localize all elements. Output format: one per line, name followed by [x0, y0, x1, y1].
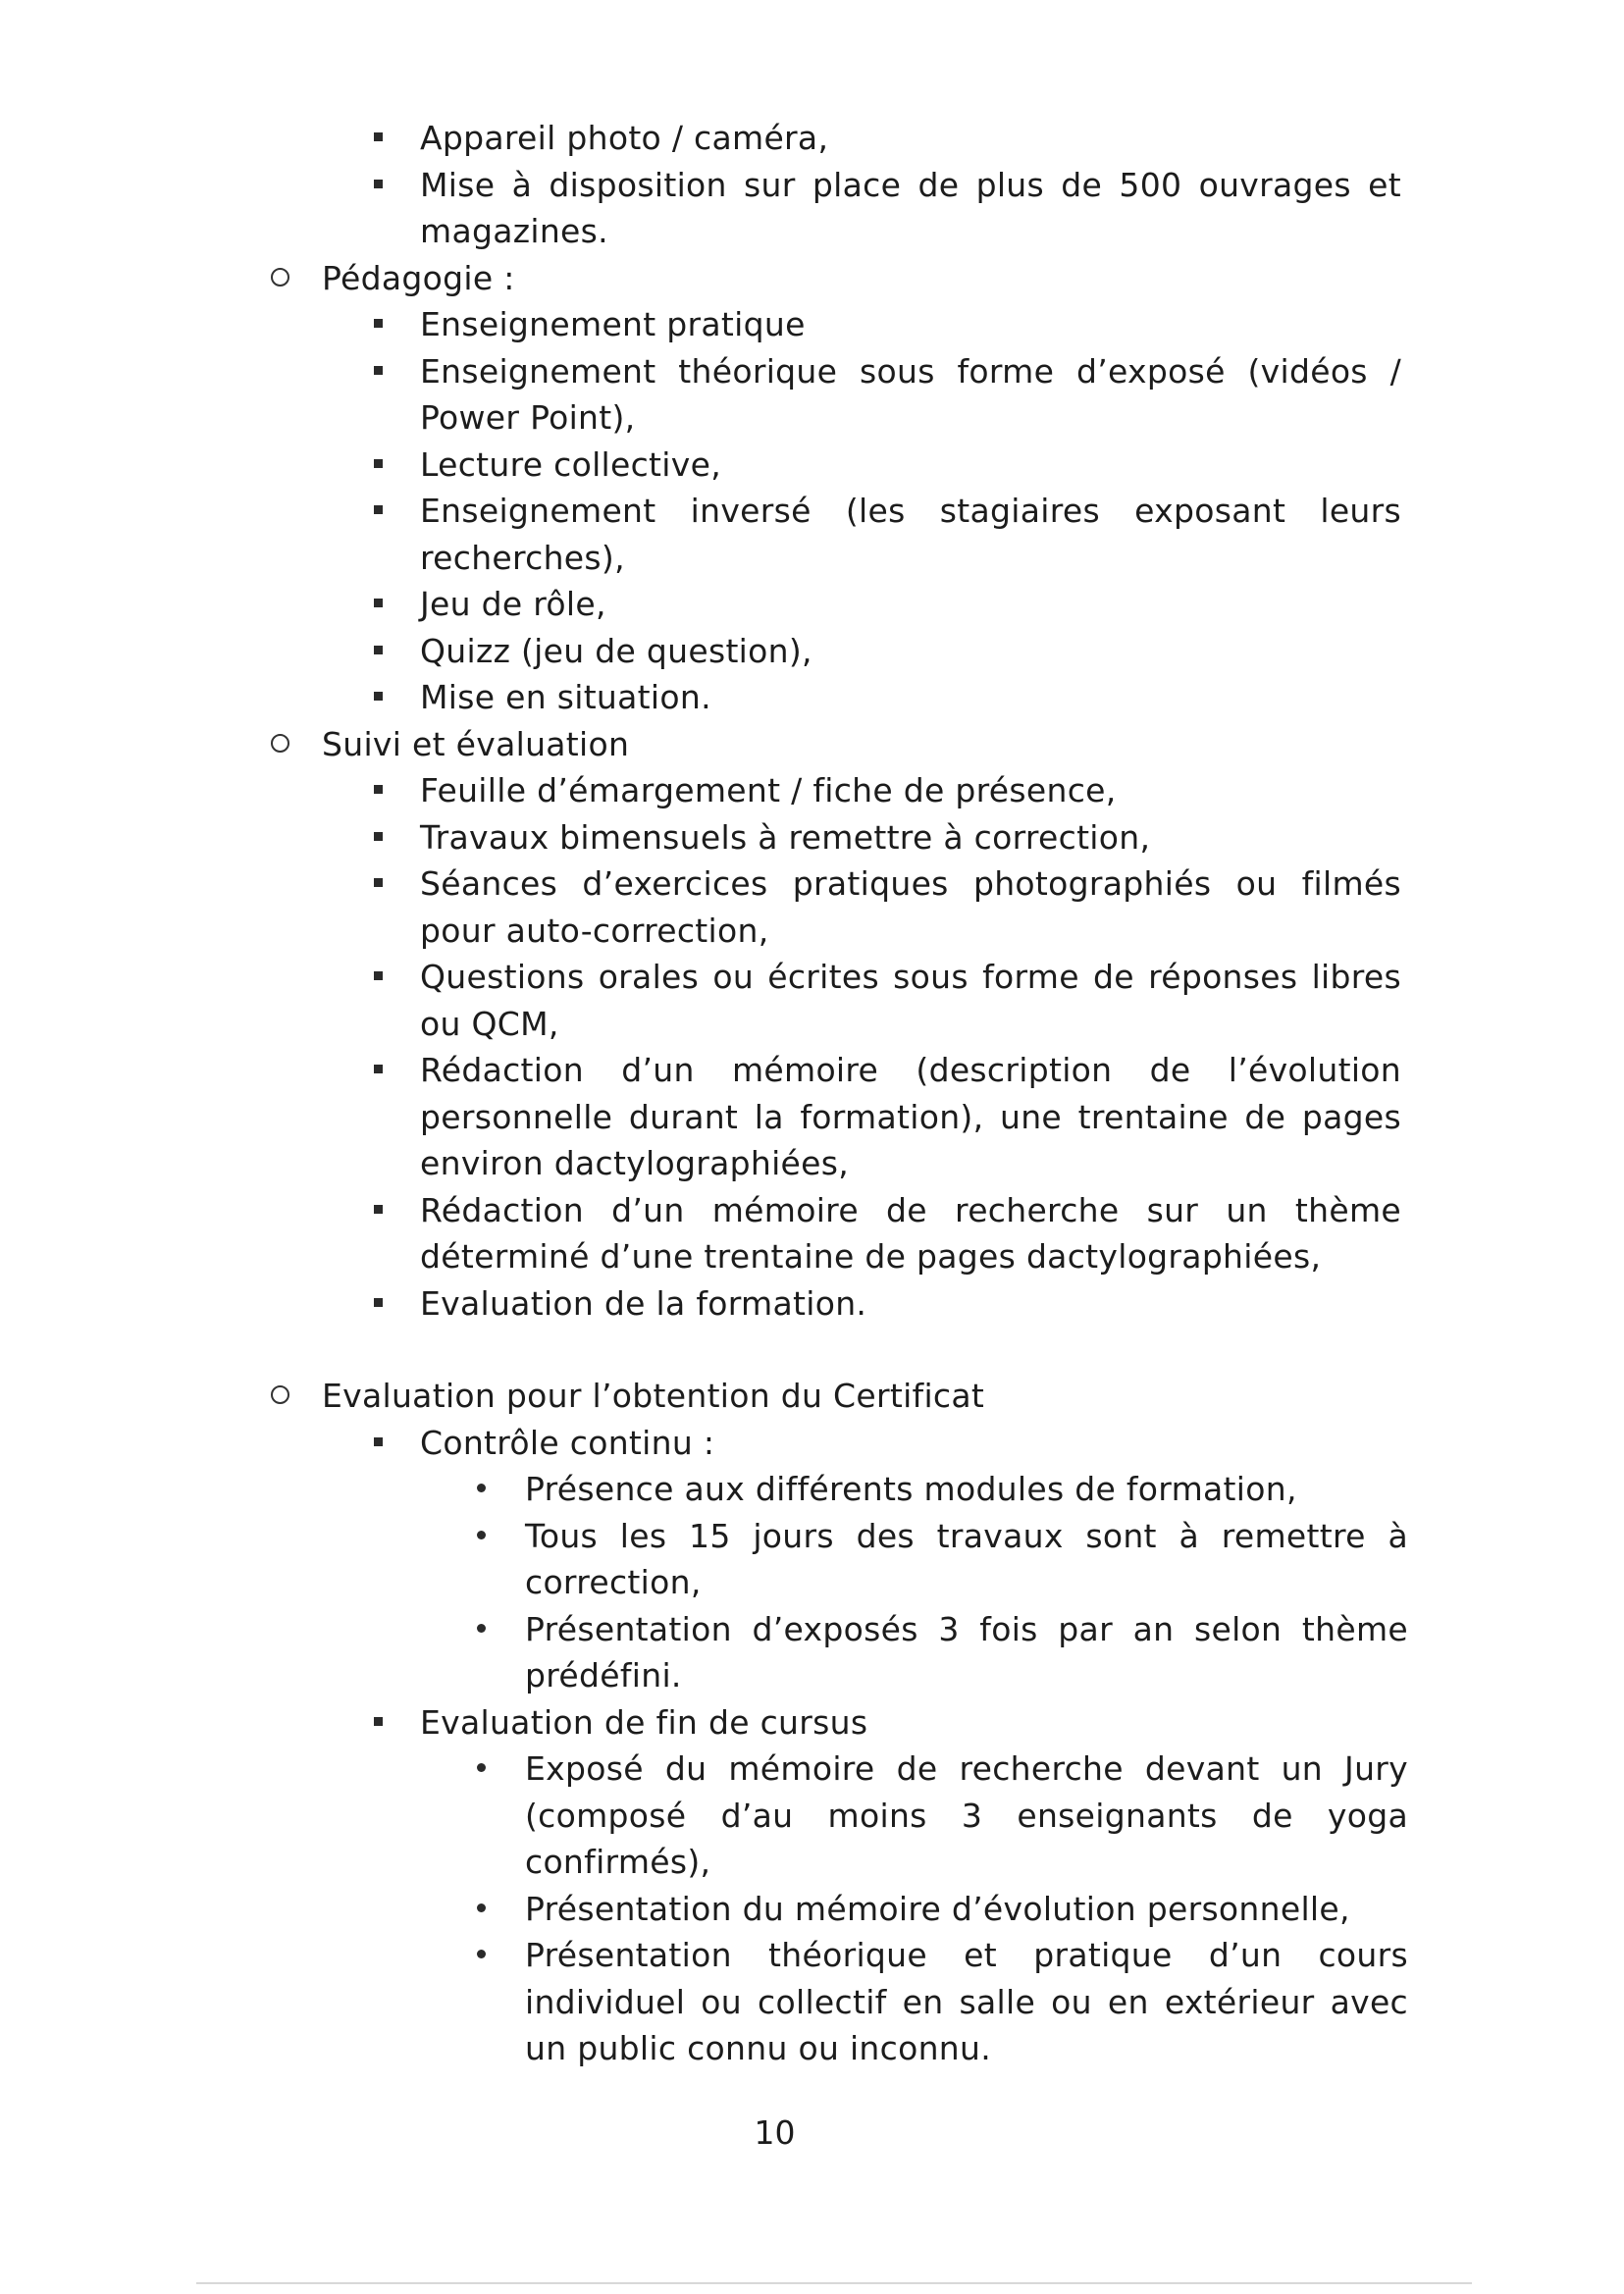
- circle-bullet-icon: [271, 268, 289, 287]
- item-text: Séances d’exercices pratiques photographiés ou filmés pour auto-correction,: [420, 864, 1401, 950]
- scan-edge-line: [196, 2282, 1472, 2284]
- square-bullet-icon: [374, 1205, 383, 1214]
- bullet-marker: [358, 628, 397, 675]
- item-text: Feuille d’émargement / fiche de présence,: [420, 771, 1117, 809]
- item-text: Questions orales ou écrites sous forme de réponses libres ou QCM,: [420, 958, 1401, 1043]
- bullet-marker: [358, 115, 397, 162]
- square-bullet-icon: [374, 132, 383, 141]
- item-text: Lecture collective,: [420, 444, 721, 484]
- bullet-marker: [358, 581, 397, 628]
- item-text: Quizz (jeu de question),: [420, 631, 812, 670]
- bullet-marker: [358, 1280, 397, 1328]
- bullet-marker: [358, 1187, 397, 1234]
- square-bullet-icon: [374, 319, 383, 328]
- bullet-marker: [461, 1932, 500, 1979]
- square-bullet-icon: [374, 599, 383, 607]
- square-bullet-icon: [374, 1065, 383, 1073]
- list-item: [0, 628, 1401, 675]
- item-text: Présentation du mémoire d’évolution personnelle,: [525, 1889, 1350, 1928]
- bullet-marker: [358, 1420, 397, 1467]
- sub-list-item: [0, 1932, 1408, 2072]
- list-item: [0, 767, 1401, 814]
- list-item: [0, 1699, 1401, 1747]
- item-text: Rédaction d’un mémoire (description de l’évolution personnelle durant la formation), une trentaine de pages environ dactylographiées,: [420, 1051, 1401, 1182]
- bullet-marker: [358, 814, 397, 861]
- dot-bullet-icon: [477, 1950, 486, 1958]
- item-text: Exposé du mémoire de recherche devant un Jury (composé d’au moins 3 enseignants de yoga confirmés),: [525, 1749, 1408, 1881]
- item-text: Présentation d’exposés 3 fois par an selon thème prédéfini.: [525, 1609, 1408, 1694]
- bullet-marker: [358, 442, 397, 489]
- bullet-marker: [461, 1513, 500, 1560]
- dot-bullet-icon: [477, 1531, 486, 1539]
- bullet-marker: [358, 162, 397, 209]
- list-item: [0, 1420, 1401, 1467]
- sub-list-item: [0, 1466, 1408, 1513]
- list-item: [0, 1187, 1401, 1280]
- dot-bullet-icon: [477, 1624, 486, 1633]
- item-text: Evaluation de fin de cursus: [420, 1702, 868, 1742]
- list-item: [0, 814, 1401, 861]
- sub-list-item: [0, 1606, 1408, 1699]
- bullet-marker: [461, 1886, 500, 1933]
- square-bullet-icon: [374, 505, 383, 514]
- dot-bullet-icon: [477, 1763, 486, 1772]
- sub-list-item: [0, 1513, 1408, 1606]
- bullet-marker: [461, 1606, 500, 1653]
- square-bullet-icon: [374, 785, 383, 794]
- bullet-marker: [358, 954, 397, 1001]
- item-text: Rédaction d’un mémoire de recherche sur un thème déterminé d’une trentaine de pages dactylographiées,: [420, 1190, 1401, 1276]
- item-text: Enseignement inversé (les stagiaires exposant leurs recherches),: [420, 492, 1401, 577]
- page-number: 10: [754, 2113, 796, 2152]
- item-text: Enseignement pratique: [420, 305, 806, 343]
- square-bullet-icon: [374, 971, 383, 980]
- item-text: Pédagogie :: [322, 258, 515, 297]
- bullet-marker: [358, 674, 397, 721]
- list-item: [0, 301, 1401, 348]
- square-bullet-icon: [374, 646, 383, 654]
- bullet-marker: [358, 1047, 397, 1094]
- bullet-marker: [358, 767, 397, 814]
- square-bullet-icon: [374, 692, 383, 701]
- item-text: Mise en situation.: [420, 678, 711, 716]
- square-bullet-icon: [374, 1717, 383, 1726]
- item-text: Enseignement théorique sous forme d’exposé (vidéos / Power Point),: [420, 351, 1401, 437]
- section-item: [0, 1373, 1401, 1420]
- square-bullet-icon: [374, 180, 383, 188]
- item-text: Travaux bimensuels à remettre à correction,: [420, 817, 1151, 857]
- square-bullet-icon: [374, 459, 383, 468]
- square-bullet-icon: [374, 878, 383, 887]
- dot-bullet-icon: [477, 1484, 486, 1492]
- dot-bullet-icon: [477, 1903, 486, 1912]
- square-bullet-icon: [374, 1437, 383, 1446]
- list-item: [0, 115, 1401, 162]
- bullet-marker: [260, 1373, 299, 1420]
- bullet-marker: [461, 1746, 500, 1793]
- list-item: [0, 162, 1401, 255]
- bullet-marker: [260, 255, 299, 302]
- bullet-marker: [358, 860, 397, 908]
- item-text: Evaluation pour l’obtention du Certificat: [322, 1377, 985, 1415]
- list-item: [0, 581, 1401, 628]
- circle-bullet-icon: [271, 734, 289, 753]
- section-item: [0, 255, 1401, 302]
- bullet-marker: [358, 348, 397, 395]
- list-item: [0, 488, 1401, 581]
- bullet-marker: [260, 721, 299, 768]
- item-text: Jeu de rôle,: [420, 585, 606, 623]
- document-body: [0, 115, 1624, 2072]
- blank-line: [0, 1327, 1624, 1373]
- sub-list-item: [0, 1886, 1408, 1933]
- square-bullet-icon: [374, 366, 383, 375]
- list-item: [0, 1047, 1401, 1187]
- list-item: [0, 348, 1401, 442]
- bullet-marker: [358, 301, 397, 348]
- section-item: [0, 721, 1401, 768]
- sub-list-item: [0, 1746, 1408, 1886]
- item-text: Tous les 15 jours des travaux sont à remettre à correction,: [525, 1516, 1408, 1601]
- item-text: Présentation théorique et pratique d’un cours individuel ou collectif en salle ou en extérieur avec un public connu ou inconnu.: [525, 1936, 1408, 2067]
- item-text: Suivi et évaluation: [322, 724, 630, 763]
- square-bullet-icon: [374, 832, 383, 841]
- list-item: [0, 442, 1401, 489]
- circle-bullet-icon: [271, 1385, 289, 1404]
- list-item: [0, 674, 1401, 721]
- bullet-marker: [358, 1699, 397, 1747]
- item-text: Contrôle continu :: [420, 1423, 715, 1462]
- item-text: Présence aux différents modules de formation,: [525, 1470, 1297, 1508]
- bullet-marker: [358, 488, 397, 535]
- item-text: Evaluation de la formation.: [420, 1283, 867, 1323]
- bullet-marker: [461, 1466, 500, 1513]
- item-text: Mise à disposition sur place de plus de 500 ouvrages et magazines.: [420, 165, 1401, 250]
- square-bullet-icon: [374, 1298, 383, 1307]
- list-item: [0, 954, 1401, 1047]
- item-text: Appareil photo / caméra,: [420, 119, 829, 157]
- list-item: [0, 1280, 1401, 1328]
- list-item: [0, 860, 1401, 954]
